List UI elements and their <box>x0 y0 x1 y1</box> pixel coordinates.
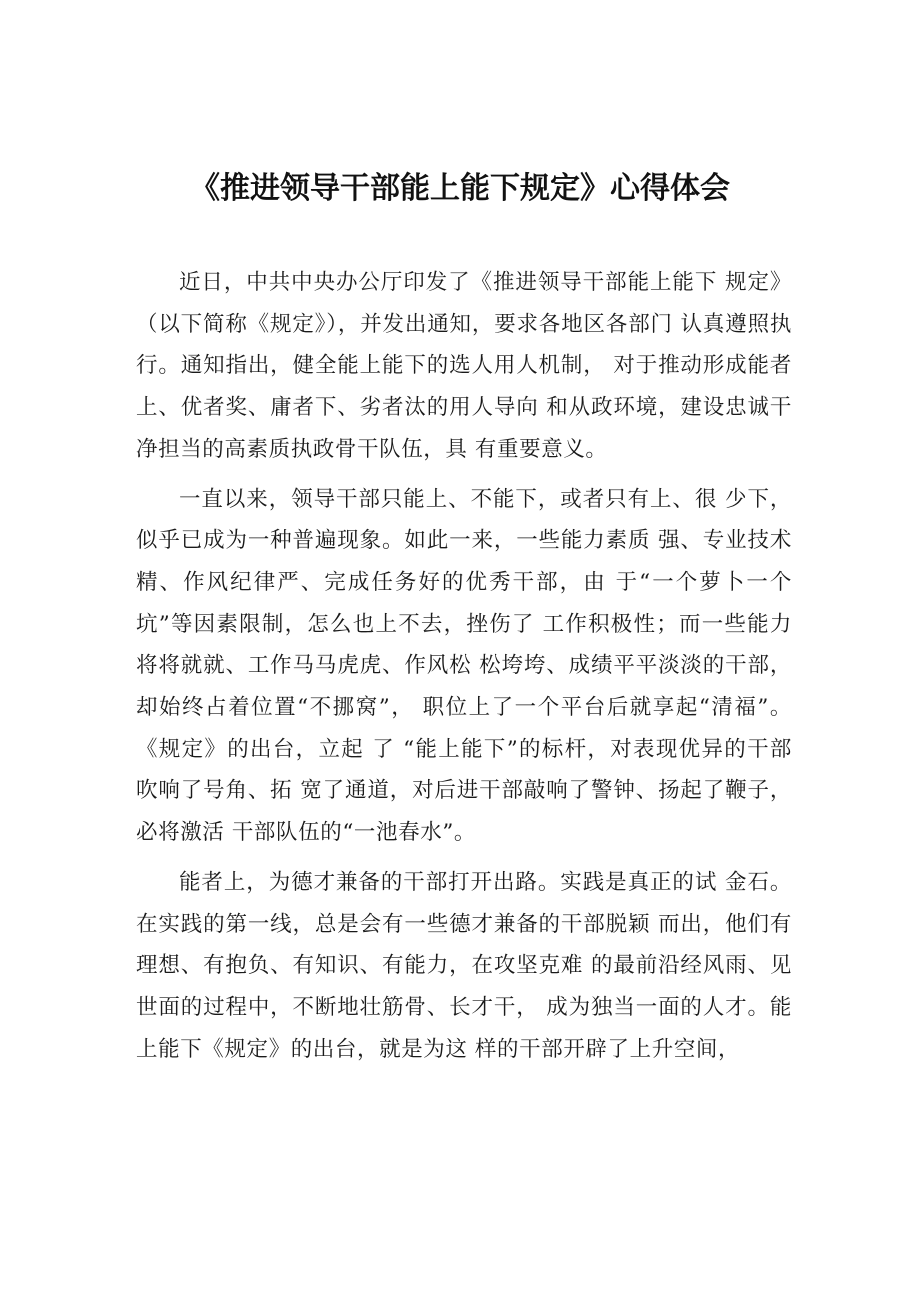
document-title: 《推进领导干部能上能下规定》心得体会 <box>190 171 730 206</box>
document-body <box>136 262 792 1078</box>
paragraph-2: 一直以来，领导干部只能上、不能下，或者只有上、很 少下，似乎已成为一种普遍现象。如此一来，一些能力素质 强、专业技术精、作风纪律严、完成任务好的优秀干部，由 于“一个萝卜一个坑”等因素限制，怎么也上不去，挫伤了 工作积极性；而一些能力将将就就、工作马马虎虎、作风松 松垮垮、成绩平平淡淡的干部，却始终占着位置“不挪窝”， 职位上了一个平台后就享起“清福”。《规定》的出台，立起 了 “能上能下”的标杆，对表现优异的干部吹响了号角、拓 宽了通道，对后进干部敲响了警钟、扬起了鞭子，必将激活 干部队伍的“一池春水”。 <box>136 486 792 846</box>
paragraph-1: 近日，中共中央办公厅印发了《推进领导干部能上能下 规定》（以下简称《规定》），并发出通知，要求各地区各部门 认真遵照执行。通知指出，健全能上能下的选人用人机制， 对于推动形成能者上、优者奖、庸者下、劣者汰的用人导向 和从政环境，建设忠诚干净担当的高素质执政骨干队伍，具 有重要意义。 <box>136 270 792 462</box>
paragraph-3: 能者上，为德才兼备的干部打开出路。实践是真正的试 金石。在实践的第一线，总是会有一些德才兼备的干部脱颖 而出，他们有理想、有抱负、有知识、有能力，在攻坚克难 的最前沿经风雨、见世面的过程中，不断地壮筋骨、长才干， 成为独当一面的人才。能上能下《规定》的出台，就是为这 样的干部开辟了上升空间， <box>136 869 792 1062</box>
